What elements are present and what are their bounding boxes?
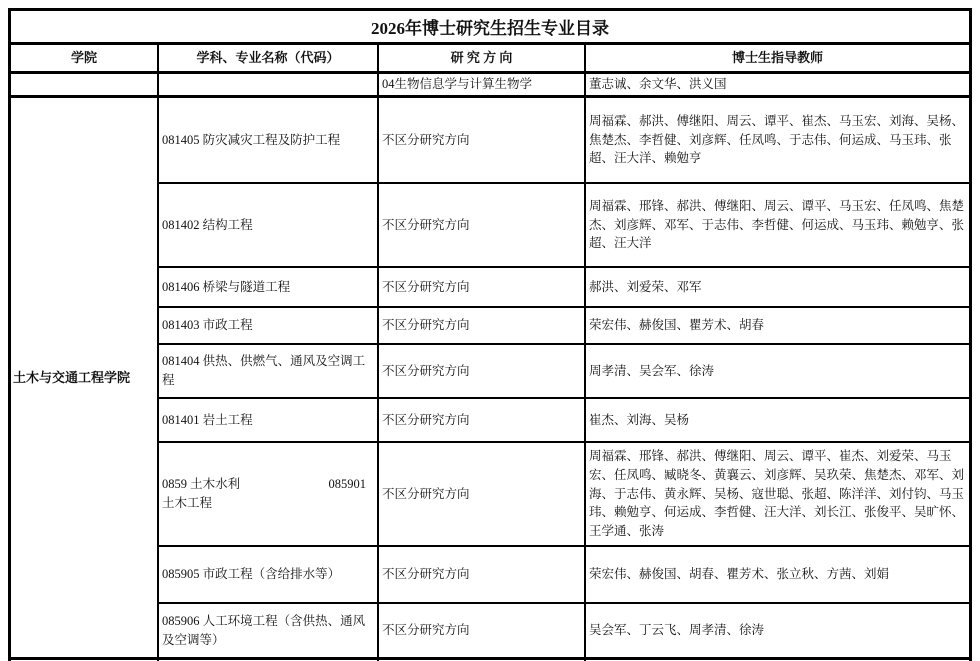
col-header-direction: 研 究 方 向 [379,45,584,71]
major-label: 081406 桥梁与隧道工程 [162,279,291,294]
major-cell [159,345,377,397]
college-block [11,98,969,657]
advisors-list: 郝洪、刘爱荣、邓军 [589,279,702,294]
direction-cell [379,308,584,343]
direction-label: 不区分研究方向 [382,363,470,378]
advisors-list: 周孝清、吴会军、徐涛 [589,363,715,378]
direction-label: 不区分研究方向 [382,623,470,638]
major-cell [159,604,377,657]
major-label: 085906 人工环境工程（含供热、通风及空调等） [162,613,366,647]
advisors-list: 周福霖、邢锋、郝洪、傅继阳、周云、谭平、崔杰、刘爱荣、马玉宏、任凤鸣、臧晓冬、黄襄云、刘彦辉、吴玖荣、焦楚杰、邓军、刘海、于志伟、黄永辉、吴杨、寇世聪、张超、陈洋洋、刘付钧、马玉玮、赖勉亨、何运成、李哲健、汪大洋、刘长江、张俊平、吴旷怀、王学通、张涛 [589,449,965,539]
major-label: 081403 市政工程 [162,318,253,333]
advisors-cell [586,604,969,657]
advisors-cell [586,547,969,602]
major-cell [159,268,377,306]
direction-cell [379,399,584,441]
advisors-cell [586,443,969,545]
carryover-direction-cell: 04生物信息学与计算生物学 [379,74,584,95]
advisors-list: 荣宏伟、赫俊国、胡春、瞿芳术、张立秋、方茜、刘娟 [589,567,890,582]
page-title: 2026年博士研究生招生专业目录 [11,11,969,45]
direction-label: 不区分研究方向 [382,279,470,294]
major-line-2: 土木工程 [162,496,213,510]
direction-label: 不区分研究方向 [382,486,470,501]
direction-label: 不区分研究方向 [382,132,470,147]
major-label: 081402 结构工程 [162,217,253,232]
major-label: 085905 市政工程（含给排水等） [162,567,341,582]
major-cell [159,399,377,441]
header-row [11,45,969,74]
major-label: 081404 供热、供燃气、通风及空调工程 [162,354,366,387]
carryover-row [11,74,969,98]
major-cell [159,184,377,266]
direction-cell [379,345,584,397]
direction-cell [379,547,584,602]
advisors-list: 周福霖、郝洪、傅继阳、周云、谭平、崔杰、马玉宏、刘海、吴杨、焦楚杰、李哲健、刘彦辉、任凤鸣、于志伟、何运成、马玉玮、张超、汪大洋、赖勉亨 [589,113,965,166]
carryover-major-cell [159,74,377,95]
major-line-1 [162,475,374,494]
advisors-list: 崔杰、刘海、吴杨 [589,412,690,427]
major-label: 081405 防灾减灾工程及防护工程 [162,132,341,147]
major-label: 081401 岩土工程 [162,412,253,427]
college-name: 土木与交通工程学院 [11,98,157,657]
carryover-advisors-cell: 董志诚、余文华、洪义国 [586,74,969,95]
advisors-cell [586,268,969,306]
direction-cell [379,98,584,182]
catalog-table [8,8,972,661]
carryover-college-cell [11,74,157,95]
advisors-cell [586,399,969,441]
advisors-cell [586,98,969,182]
advisors-list: 周福霖、邢锋、郝洪、傅继阳、周云、谭平、马玉宏、任凤鸣、焦楚杰、刘彦辉、邓军、于志伟、李哲健、何运成、马玉玮、赖勉亨、张超、汪大洋 [589,198,965,251]
major-cell [159,443,377,545]
direction-label: 不区分研究方向 [382,217,470,232]
col-header-college: 学院 [11,45,157,71]
major-code-2: 085901 [328,477,366,492]
major-cell [159,547,377,602]
direction-cell [379,268,584,306]
direction-cell [379,443,584,545]
advisors-list: 荣宏伟、赫俊国、瞿芳术、胡春 [589,318,765,333]
major-dual-line [162,475,374,513]
direction-label: 不区分研究方向 [382,412,470,427]
col-header-major: 学科、专业名称（代码） [159,45,377,71]
direction-label: 不区分研究方向 [382,318,470,333]
advisors-cell [586,308,969,343]
major-label: 0859 土木水利 [162,477,241,492]
direction-cell [379,604,584,657]
major-cell [159,98,377,182]
direction-label: 不区分研究方向 [382,567,470,582]
major-cell [159,308,377,343]
direction-cell [379,184,584,266]
advisors-list: 吴会军、丁云飞、周孝清、徐涛 [589,623,765,638]
advisors-cell [586,184,969,266]
advisors-cell [586,345,969,397]
col-header-advisors: 博士生指导教师 [586,45,969,71]
